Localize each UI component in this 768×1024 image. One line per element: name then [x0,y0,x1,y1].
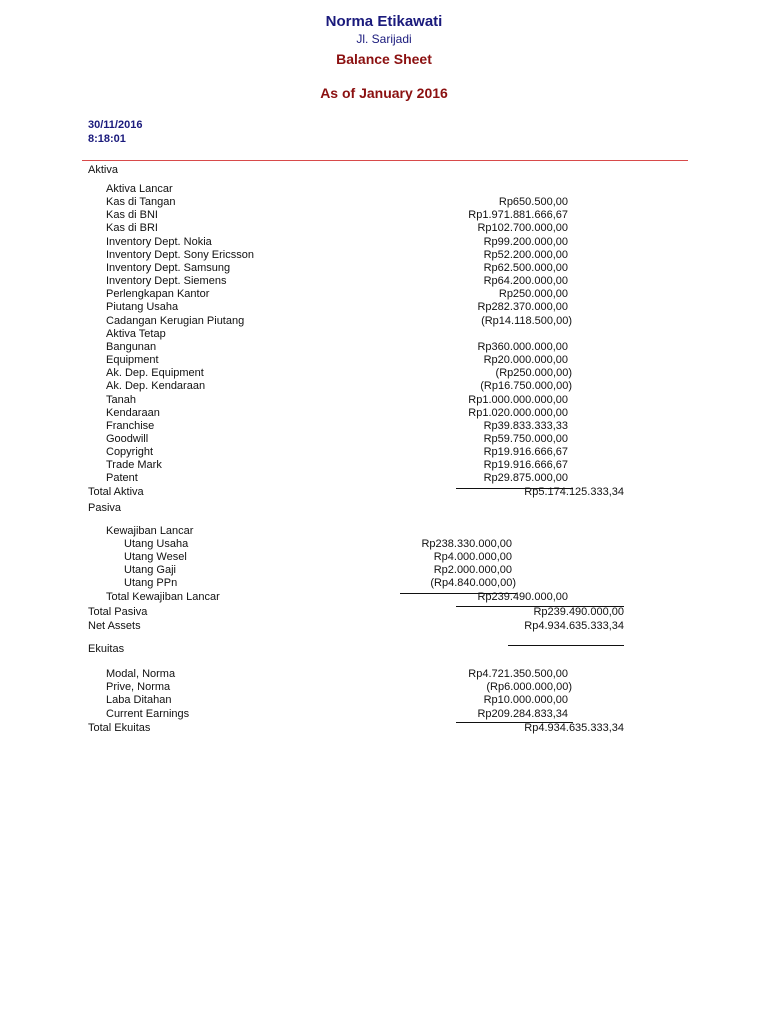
row-aktiva [0,164,768,177]
company-name: Norma Etikawati [325,13,443,30]
row-bangunan [0,341,768,354]
row-value: Rp59.750.000,00 [483,433,568,445]
row-total-pasiva [0,606,768,619]
row-label: Current Earnings [106,708,190,720]
row-value: Rp102.700.000,00 [477,222,568,234]
row-patent [0,472,768,485]
row-laba-ditahan [0,694,768,707]
row-aktiva-lancar [0,183,768,196]
row-label: Ak. Dep. Kendaraan [106,380,206,392]
row-label: Kendaraan [106,407,160,419]
row-value: Rp10.000.000,00 [483,694,568,706]
row-akdep-equipment [0,367,768,380]
row-label: Piutang Usaha [106,301,179,313]
row-label: Utang Gaji [124,564,176,576]
row-value: Rp250.000,00 [498,288,568,300]
row-net-assets [0,620,768,633]
row-label: Total Aktiva [88,486,144,498]
row-label: Copyright [106,446,154,458]
print-date: 30/11/2016 [88,119,143,131]
row-label: Utang Wesel [124,551,187,563]
row-utang-ppn [0,577,768,590]
row-label: Inventory Dept. Samsung [106,262,231,274]
row-utang-wesel [0,551,768,564]
row-total-kewajiban-lancar [0,591,768,604]
row-value: Rp360.000.000,00 [477,341,568,353]
row-value: (Rp6.000.000,00) [486,681,572,693]
subtotal-line-pasiva [456,606,624,607]
row-value: Rp1.020.000.000,00 [468,407,568,419]
row-kas-di-bni [0,209,768,222]
row-inv-siemens [0,275,768,288]
row-value: Rp99.200.000,00 [483,236,568,248]
header-divider [82,160,688,161]
row-label: Inventory Dept. Sony Ericsson [106,249,254,261]
row-prive [0,681,768,694]
row-label: Pasiva [88,502,122,514]
row-value: Rp239.490.000,00 [477,591,568,603]
row-label: Cadangan Kerugian Piutang [106,315,245,327]
row-label: Net Assets [88,620,141,632]
row-akdep-kendaraan [0,380,768,393]
row-value: Rp1.971.881.666,67 [468,209,568,221]
row-value: Rp62.500.000,00 [483,262,568,274]
row-label: Inventory Dept. Siemens [106,275,227,287]
row-label: Kas di Tangan [106,196,176,208]
net-assets-underline [508,645,624,646]
row-value: Rp1.000.000.000,00 [468,394,568,406]
row-label: Equipment [106,354,159,366]
report-period: As of January 2016 [320,85,448,101]
row-value: (Rp4.840.000,00) [430,577,516,589]
row-kas-di-tangan [0,196,768,209]
subtotal-line-aktiva [456,488,573,489]
row-value: Rp39.833.333,33 [483,420,568,432]
row-value: Rp4.721.350.500,00 [468,668,568,680]
row-ekuitas [0,643,768,656]
row-value: Rp2.000.000,00 [433,564,512,576]
row-cadangan [0,315,768,328]
row-pasiva [0,502,768,515]
row-copyright [0,446,768,459]
row-label: Ekuitas [88,643,125,655]
row-label: Ak. Dep. Equipment [106,367,204,379]
row-inv-nokia [0,236,768,249]
row-utang-usaha [0,538,768,551]
row-value: Rp238.330.000,00 [421,538,512,550]
row-label: Trade Mark [106,459,162,471]
row-goodwill [0,433,768,446]
row-label: Total Ekuitas [88,722,151,734]
row-label: Inventory Dept. Nokia [106,236,212,248]
row-equipment [0,354,768,367]
row-inv-sony [0,249,768,262]
row-label: Franchise [106,420,155,432]
print-time: 8:18:01 [88,133,126,145]
row-value: Rp239.490.000,00 [533,606,624,618]
row-value: Rp209.284.833,34 [477,708,568,720]
row-label: Perlengkapan Kantor [106,288,210,300]
row-value: Rp4.934.635.333,34 [524,620,624,632]
row-label: Aktiva Lancar [106,183,173,195]
row-kas-di-bri [0,222,768,235]
row-value: Rp4.000.000,00 [433,551,512,563]
row-label: Laba Ditahan [106,694,172,706]
row-label: Aktiva [88,164,118,176]
row-label: Total Pasiva [88,606,148,618]
row-trade-mark [0,459,768,472]
row-value: Rp282.370.000,00 [477,301,568,313]
row-aktiva-tetap [0,328,768,341]
row-label: Kas di BRI [106,222,158,234]
row-label: Prive, Norma [106,681,171,693]
row-value: (Rp250.000,00) [495,367,572,379]
row-perlengkapan [0,288,768,301]
row-label: Patent [106,472,138,484]
row-total-aktiva [0,486,768,499]
row-current-earnings [0,708,768,721]
subtotal-line-kewajiban [400,593,517,594]
row-value: Rp64.200.000,00 [483,275,568,287]
row-value: Rp650.500,00 [498,196,568,208]
row-utang-gaji [0,564,768,577]
row-label: Kewajiban Lancar [106,525,194,537]
subtotal-line-ekuitas [456,722,573,723]
row-inv-samsung [0,262,768,275]
row-kendaraan [0,407,768,420]
row-modal [0,668,768,681]
row-label: Modal, Norma [106,668,176,680]
row-value: Rp20.000.000,00 [483,354,568,366]
company-address: Jl. Sarijadi [356,32,412,46]
row-value: (Rp14.118.500,00) [481,315,572,327]
row-value: (Rp16.750.000,00) [480,380,572,392]
row-value: Rp29.875.000,00 [483,472,568,484]
row-piutang [0,301,768,314]
row-value: Rp19.916.666,67 [483,446,568,458]
row-value: Rp5.174.125.333,34 [524,486,624,498]
row-value: Rp4.934.635.333,34 [524,722,624,734]
report-title: Balance Sheet [336,51,432,67]
row-value: Rp52.200.000,00 [483,249,568,261]
row-label: Total Kewajiban Lancar [106,591,220,603]
row-label: Utang PPn [124,577,178,589]
row-total-ekuitas [0,722,768,735]
row-label: Tanah [106,394,136,406]
row-label: Kas di BNI [106,209,158,221]
row-value: Rp19.916.666,67 [483,459,568,471]
row-kewajiban-lancar [0,525,768,538]
row-franchise [0,420,768,433]
row-tanah [0,394,768,407]
row-label: Aktiva Tetap [106,328,166,340]
row-label: Utang Usaha [124,538,189,550]
row-label: Bangunan [106,341,157,353]
row-label: Goodwill [106,433,149,445]
